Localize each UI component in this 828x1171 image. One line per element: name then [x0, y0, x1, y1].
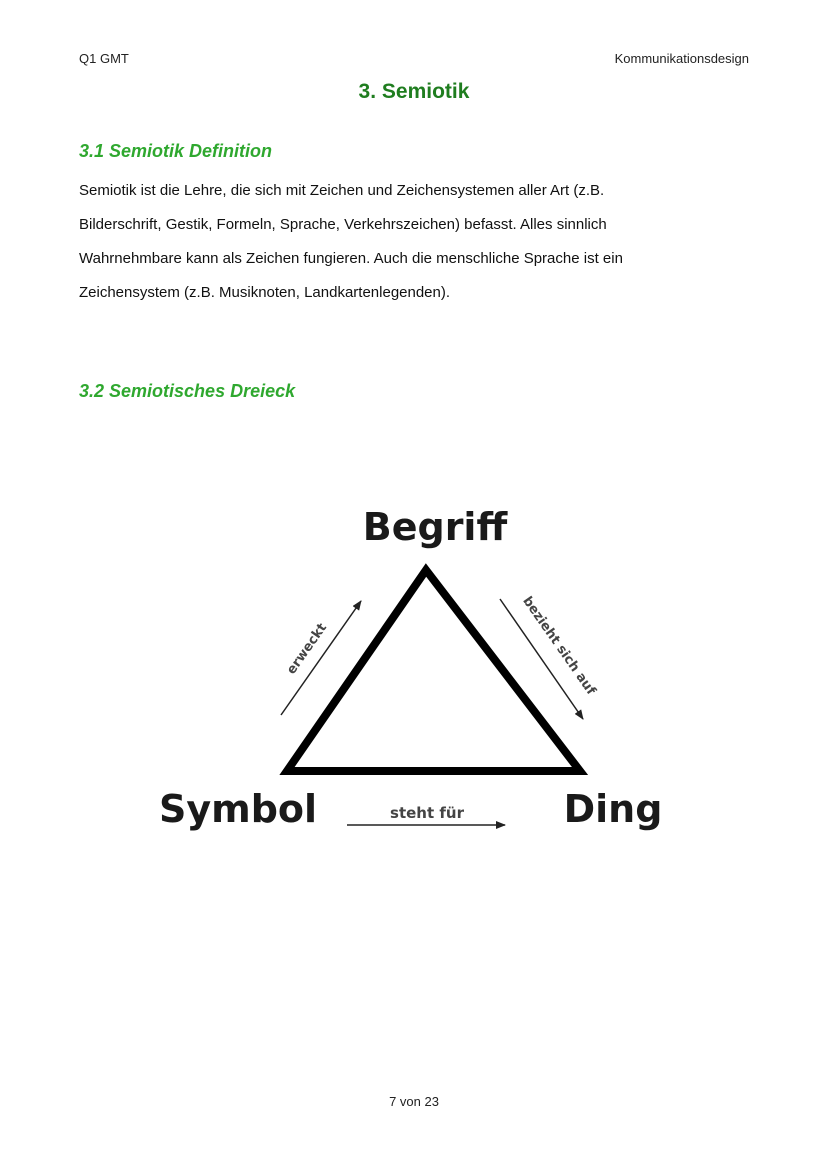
- edge-label-steht-fuer: steht für: [390, 804, 464, 822]
- paragraph-line: Wahrnehmbare kann als Zeichen fungieren. Auch die menschliche Sprache ist ein: [79, 250, 623, 267]
- paragraph-line: Zeichensystem (z.B. Musiknoten, Landkartenlegenden).: [79, 284, 451, 301]
- paragraph-line: Semiotik ist die Lehre, die sich mit Zeichen und Zeichensystemen aller Art (z.B.: [79, 182, 605, 199]
- edge-label-erweckt: erweckt: [284, 620, 331, 678]
- label-begriff: Begriff: [362, 505, 508, 549]
- label-symbol: Symbol: [158, 787, 318, 831]
- page-number: 7 von 23: [389, 1094, 439, 1109]
- label-ding: Ding: [563, 787, 663, 831]
- paragraph-line: Bilderschrift, Gestik, Formeln, Sprache, Verkehrszeichen) befasst. Alles sinnlich: [79, 216, 607, 233]
- header-right: Kommunikationsdesign: [614, 51, 749, 66]
- section-heading-triangle: 3.2 Semiotisches Dreieck: [79, 381, 296, 401]
- section-heading-definition: 3.1 Semiotik Definition: [79, 141, 273, 161]
- header-left: Q1 GMT: [79, 51, 129, 66]
- page-title: 3. Semiotik: [358, 80, 470, 103]
- edge-label-bezieht-sich-auf: bezieht sich auf: [519, 594, 599, 698]
